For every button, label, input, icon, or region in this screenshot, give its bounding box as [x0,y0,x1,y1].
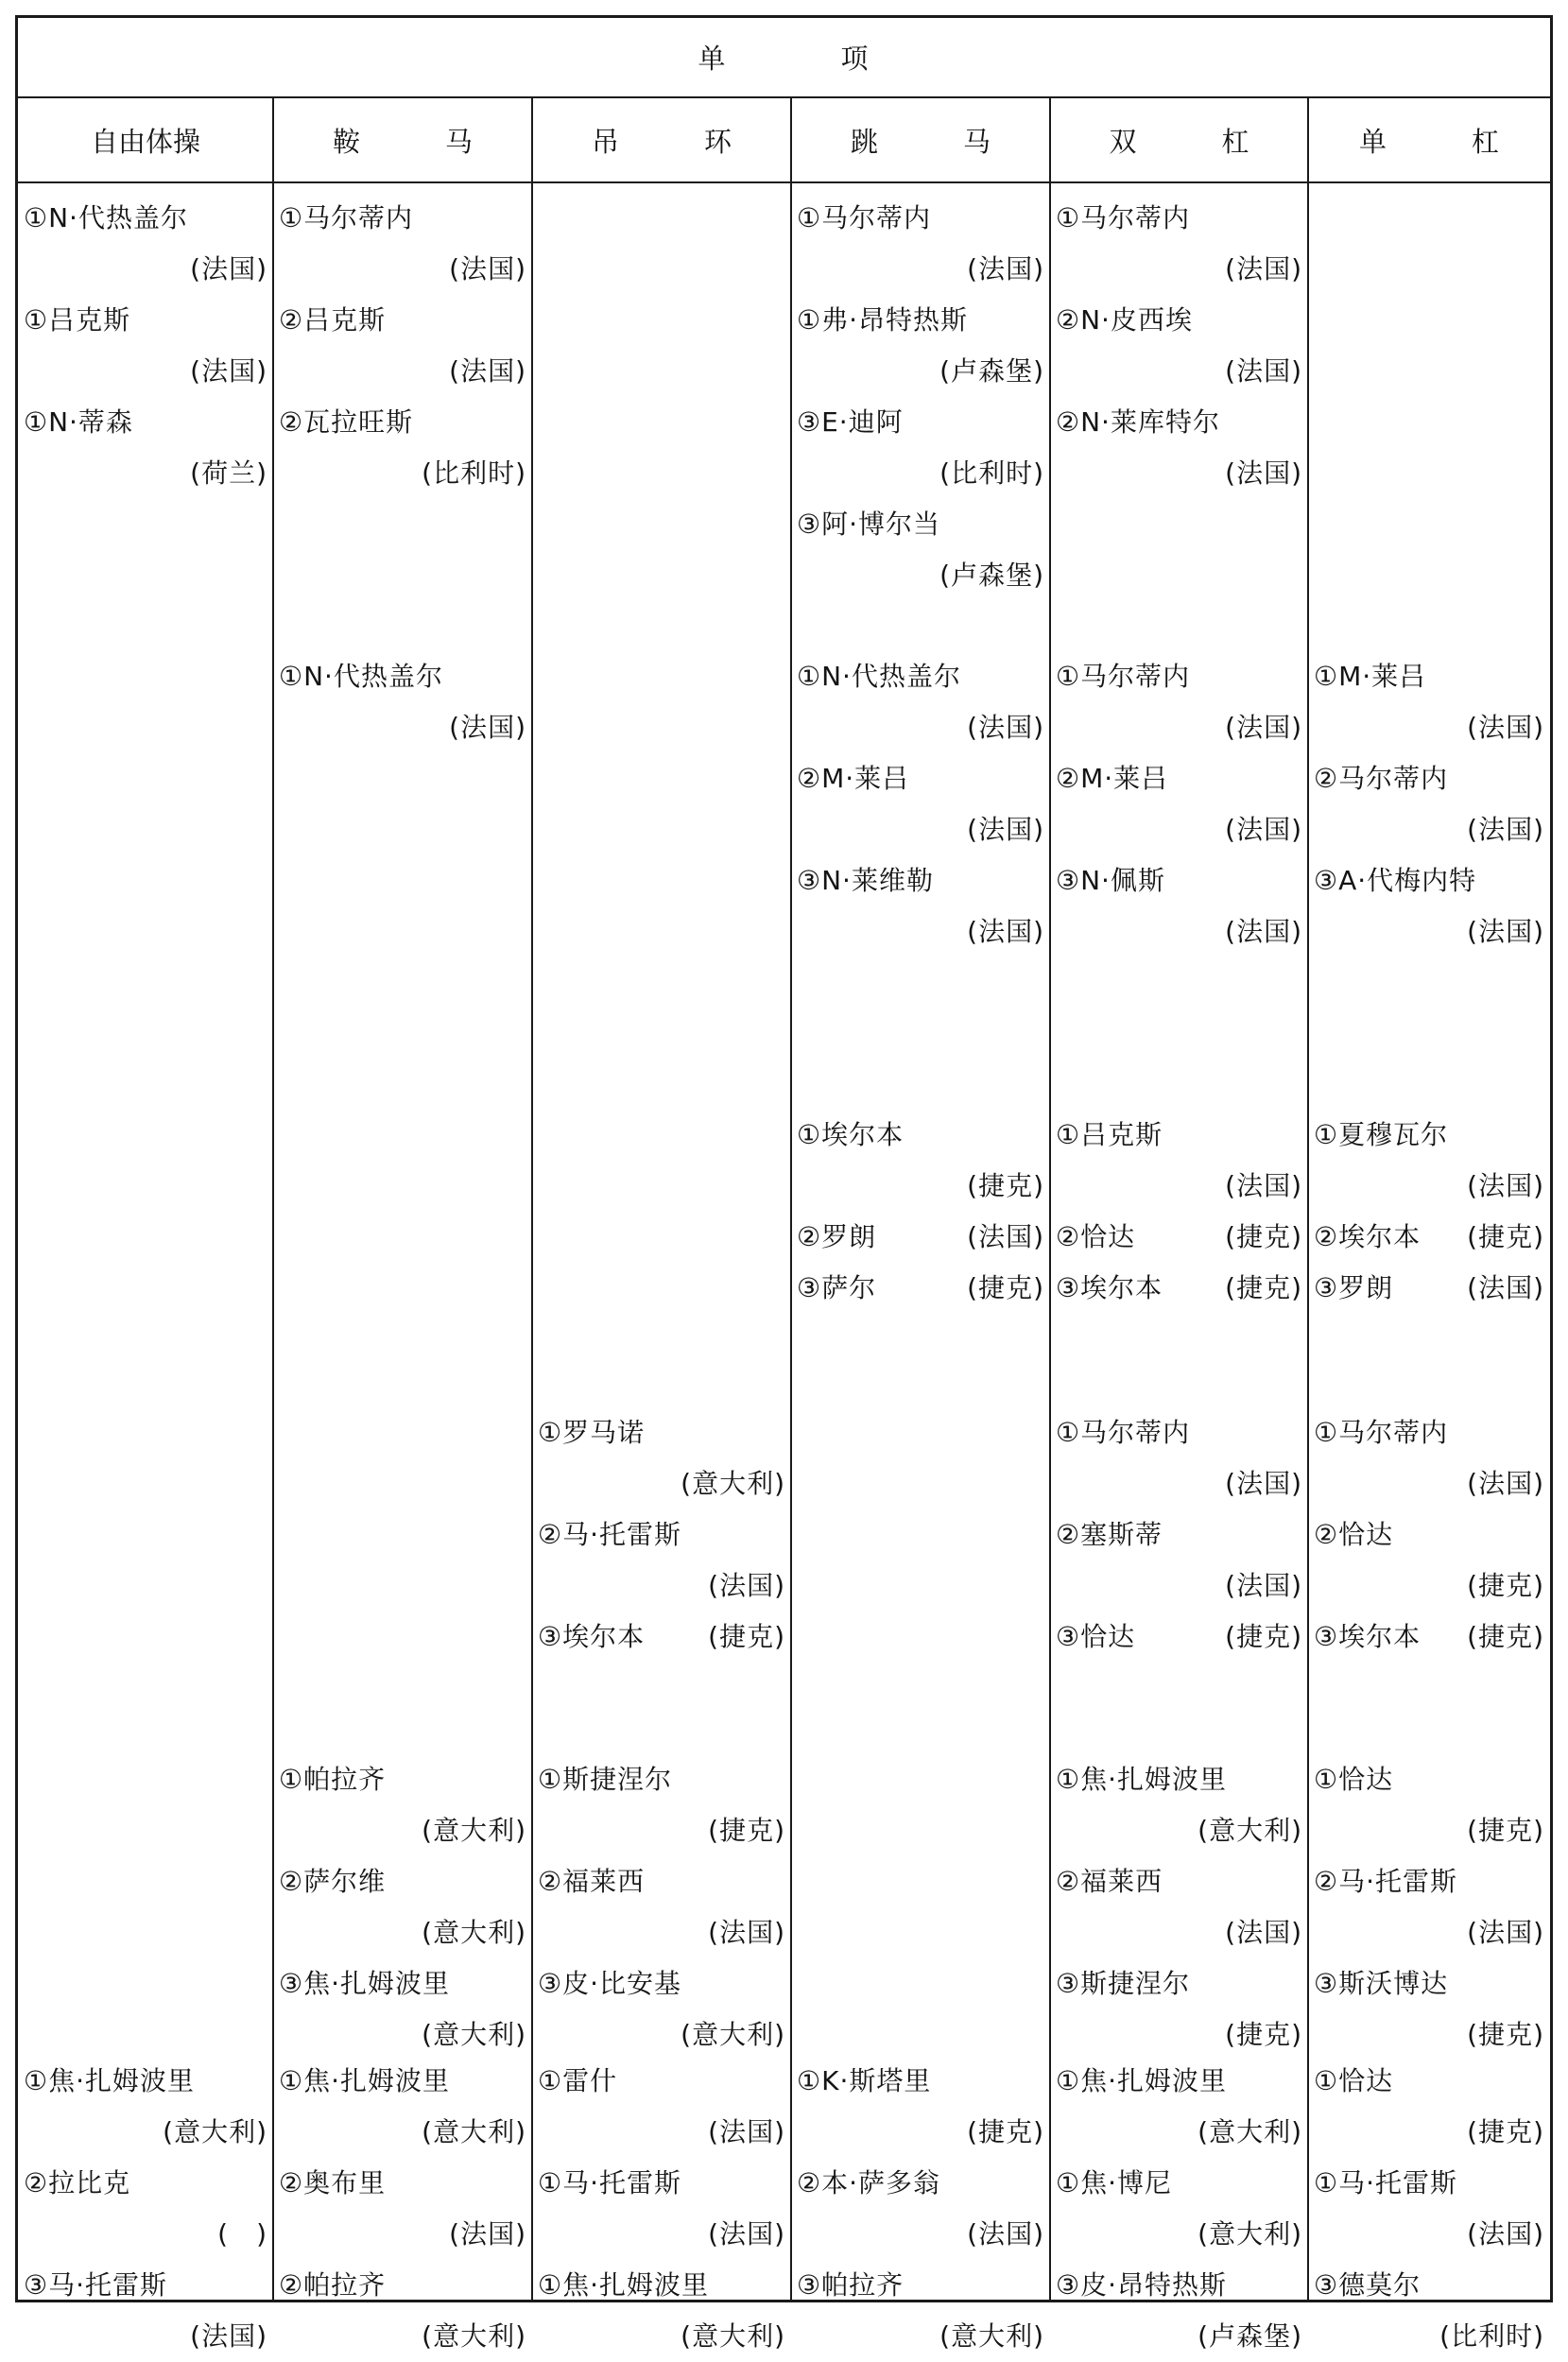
athlete-name: ①恰达 [1314,2065,1394,2096]
athlete-name: ②N·皮西埃 [1056,304,1193,336]
athlete-country: (意大利) [422,2116,526,2147]
athlete-name: ①吕克斯 [24,304,131,336]
athlete-country: (法国) [1225,1468,1302,1499]
athlete-country: (法国) [967,253,1044,284]
athlete-country: (意大利) [939,2320,1044,2352]
athlete-entry [1050,1263,1308,1314]
athlete-country: (法国) [967,814,1044,845]
athlete-country: (法国) [1467,712,1544,743]
athlete-name: ③埃尔本 [538,1621,646,1652]
athlete-country: (法国) [1225,814,1302,845]
column-header-label: 马 [963,125,991,158]
athlete-country: (捷克) [1225,1272,1302,1303]
athlete-country: (意大利) [422,1815,526,1846]
athlete-country: (意大利) [163,2116,267,2147]
athlete-country: (意大利) [1198,2218,1302,2250]
athlete-name: ②塞斯蒂 [1056,1519,1163,1550]
table-title [18,18,1550,98]
column-header-label: 鞍 [332,125,360,158]
athlete-country: (法国) [1225,916,1302,947]
athlete-country: (法国) [1467,2218,1544,2250]
athlete-country: (捷克) [708,1621,785,1652]
athlete-name: ③阿·博尔当 [797,509,941,540]
athlete-name: ②恰达 [1056,1221,1136,1252]
athlete-name: ③N·莱维勒 [797,865,934,896]
athlete-country: (法国) [1225,457,1302,489]
athlete-name: ②马尔蒂内 [1314,763,1449,794]
athlete-name: ③恰达 [1056,1621,1136,1652]
athlete-name: ②福莱西 [538,1866,646,1897]
athlete-name: ①焦·扎姆波里 [279,2065,451,2096]
athlete-country: (捷克) [1467,2116,1544,2147]
athlete-country: (法国) [967,712,1044,743]
athlete-country: (法国) [1467,916,1544,947]
athlete-name: ①焦·博尼 [1056,2167,1173,2198]
athlete-name: ③皮·比安基 [538,1968,682,1999]
athlete-entry [1308,1263,1550,1314]
athlete-country: (捷克) [967,1272,1044,1303]
athlete-name: ②拉比克 [24,2167,131,2198]
athlete-country: (捷克) [967,2116,1044,2147]
athlete-country: ( ) [217,2218,267,2250]
column-header-high_bar [1308,98,1550,181]
athlete-name: ①弗·昂特热斯 [797,304,969,336]
athlete-name: ②罗朗 [797,1221,877,1252]
athlete-name: ①N·代热盖尔 [797,661,961,692]
column-header-row [18,98,1550,183]
athlete-name: ①夏穆瓦尔 [1314,1119,1449,1150]
athlete-country: (意大利) [422,2019,526,2050]
athlete-country: (捷克) [1225,2019,1302,2050]
athlete-country: (法国) [190,2320,267,2352]
athlete-name: ①马·托雷斯 [1314,2167,1458,2198]
athlete-name: ①N·蒂森 [24,406,133,438]
athlete-name: ②吕克斯 [279,304,387,336]
athlete-country: (意大利) [1198,1815,1302,1846]
athlete-country: (意大利) [681,2019,785,2050]
athlete-name: ②帕拉齐 [279,2269,387,2301]
athlete-entry [1308,1612,1550,1663]
athlete-name: ③A·代梅内特 [1314,865,1477,896]
athlete-name: ①马尔蒂内 [1056,661,1191,692]
athlete-country: (捷克) [1225,1621,1302,1652]
athlete-country: (比利时) [1439,2320,1544,2352]
athlete-name: ②萨尔维 [279,1866,387,1897]
athlete-country: (法国) [449,2218,526,2250]
athlete-country: (法国) [967,1221,1044,1252]
athlete-name: ②埃尔本 [1314,1221,1422,1252]
athlete-entry [791,1263,1050,1314]
column-header-floor [18,98,273,181]
athlete-country: (卢森堡) [939,560,1044,591]
athlete-name: ①帕拉齐 [279,1764,387,1795]
athlete-name: ①K·斯塔里 [797,2065,932,2096]
athlete-name: ③罗朗 [1314,1272,1394,1303]
athlete-name: ③E·迪阿 [797,406,904,438]
athlete-country: (法国) [1467,1272,1544,1303]
athlete-country: (法国) [967,916,1044,947]
title-right: 项 [840,43,870,75]
athlete-entry [791,1212,1050,1263]
column-header-label: 环 [704,125,732,158]
athlete-name: ①恰达 [1314,1764,1394,1795]
column-divider [272,98,274,2300]
athlete-name: ③萨尔 [797,1272,877,1303]
athlete-country: (捷克) [1467,1815,1544,1846]
athlete-country: (法国) [1225,1570,1302,1601]
athlete-name: ②福莱西 [1056,1866,1163,1897]
athlete-name: ②马·托雷斯 [538,1519,682,1550]
athlete-name: ①N·代热盖尔 [24,202,188,233]
athlete-country: (捷克) [1467,1621,1544,1652]
athlete-name: ①M·莱吕 [1314,661,1427,692]
athlete-name: ③皮·昂特热斯 [1056,2269,1228,2301]
athlete-country: (卢森堡) [939,355,1044,387]
athlete-country: (法国) [449,253,526,284]
athlete-country: (法国) [708,2116,785,2147]
column-divider [790,98,792,2300]
column-header-pommel [273,98,532,181]
column-header-label: 马 [445,125,474,158]
athlete-country: (捷克) [708,1815,785,1846]
athlete-name: ②M·莱吕 [797,763,910,794]
athlete-country: (意大利) [422,1917,526,1948]
athlete-name: ②M·莱吕 [1056,763,1169,794]
athlete-name: ①马尔蒂内 [1056,202,1191,233]
athlete-country: (法国) [1467,1468,1544,1499]
athlete-entry [1050,1612,1308,1663]
column-divider [531,98,533,2300]
athlete-name: ①雷什 [538,2065,618,2096]
athlete-name: ②瓦拉旺斯 [279,406,414,438]
athlete-name: ①焦·扎姆波里 [1056,2065,1228,2096]
column-header-label: 单 [1358,125,1387,158]
athlete-entry [532,1612,791,1663]
athlete-name: ①马尔蒂内 [797,202,932,233]
athlete-name: ②恰达 [1314,1519,1394,1550]
athlete-name: ②奥布里 [279,2167,387,2198]
column-header-label: 杠 [1221,125,1249,158]
column-header-vault [791,98,1050,181]
column-header-rings [532,98,791,181]
athlete-name: ①马尔蒂内 [1314,1417,1449,1448]
results-table [15,15,1553,2352]
athlete-country: (捷克) [1467,1570,1544,1601]
athlete-name: ①马·托雷斯 [538,2167,682,2198]
athlete-name: ①焦·扎姆波里 [1056,1764,1228,1795]
column-header-label: 吊 [591,125,619,158]
column-header-label: 双 [1109,125,1137,158]
athlete-country: (法国) [449,355,526,387]
athlete-name: ①N·代热盖尔 [279,661,443,692]
athlete-name: ②N·莱库特尔 [1056,406,1220,438]
column-header-label: 自由体操 [90,125,200,158]
athlete-country: (法国) [1225,253,1302,284]
athlete-country: (法国) [1225,1917,1302,1948]
athlete-name: ③焦·扎姆波里 [279,1968,451,1999]
athlete-name: ①斯捷涅尔 [538,1764,673,1795]
athlete-name: ③N·佩斯 [1056,865,1165,896]
athlete-country: (法国) [1467,1917,1544,1948]
athlete-country: (荷兰) [190,457,267,489]
athlete-name: ③德莫尔 [1314,2269,1422,2301]
athlete-country: (法国) [1467,814,1544,845]
athlete-entry [1308,1212,1550,1263]
athlete-country: (法国) [1225,355,1302,387]
athlete-country: (意大利) [1198,2116,1302,2147]
athlete-country: (法国) [190,253,267,284]
athlete-country: (法国) [708,1917,785,1948]
column-header-parallel [1050,98,1308,181]
athlete-name: ①埃尔本 [797,1119,905,1150]
athlete-country: (法国) [449,712,526,743]
athlete-name: ②本·萨多翁 [797,2167,941,2198]
athlete-name: ③斯沃博达 [1314,1968,1449,1999]
athlete-country: (捷克) [967,1170,1044,1201]
athlete-name: ①吕克斯 [1056,1119,1163,1150]
athlete-country: (法国) [1467,1170,1544,1201]
athlete-name: ①马尔蒂内 [1056,1417,1191,1448]
athlete-name: ③埃尔本 [1314,1621,1422,1652]
column-divider [1307,98,1309,2300]
athlete-name: ①罗马诺 [538,1417,646,1448]
athlete-country: (法国) [190,355,267,387]
athlete-country: (法国) [1225,712,1302,743]
athlete-country: (法国) [708,2218,785,2250]
athlete-name: ①焦·扎姆波里 [24,2065,196,2096]
athlete-country: (捷克) [1225,1221,1302,1252]
athlete-name: ③马·托雷斯 [24,2269,168,2301]
athlete-name: ③斯捷涅尔 [1056,1968,1191,1999]
athlete-entry [1050,1212,1308,1263]
athlete-country: (法国) [708,1570,785,1601]
athlete-name: ③帕拉齐 [797,2269,905,2301]
athlete-country: (卢森堡) [1198,2320,1302,2352]
athlete-country: (法国) [967,2218,1044,2250]
athlete-name: ①马尔蒂内 [279,202,414,233]
athlete-name: ②马·托雷斯 [1314,1866,1458,1897]
column-header-label: 跳 [850,125,878,158]
athlete-country: (捷克) [1467,1221,1544,1252]
athlete-country: (比利时) [939,457,1044,489]
athlete-country: (意大利) [681,1468,785,1499]
title-left: 单 [698,43,728,75]
athlete-name: ③埃尔本 [1056,1272,1163,1303]
athlete-name: ①焦·扎姆波里 [538,2269,710,2301]
athlete-country: (捷克) [1467,2019,1544,2050]
athlete-country: (法国) [1225,1170,1302,1201]
athlete-country: (意大利) [681,2320,785,2352]
column-header-label: 杠 [1472,125,1500,158]
column-divider [1049,98,1051,2300]
athlete-country: (意大利) [422,2320,526,2352]
table-body [18,183,1550,2352]
athlete-country: (比利时) [422,457,526,489]
